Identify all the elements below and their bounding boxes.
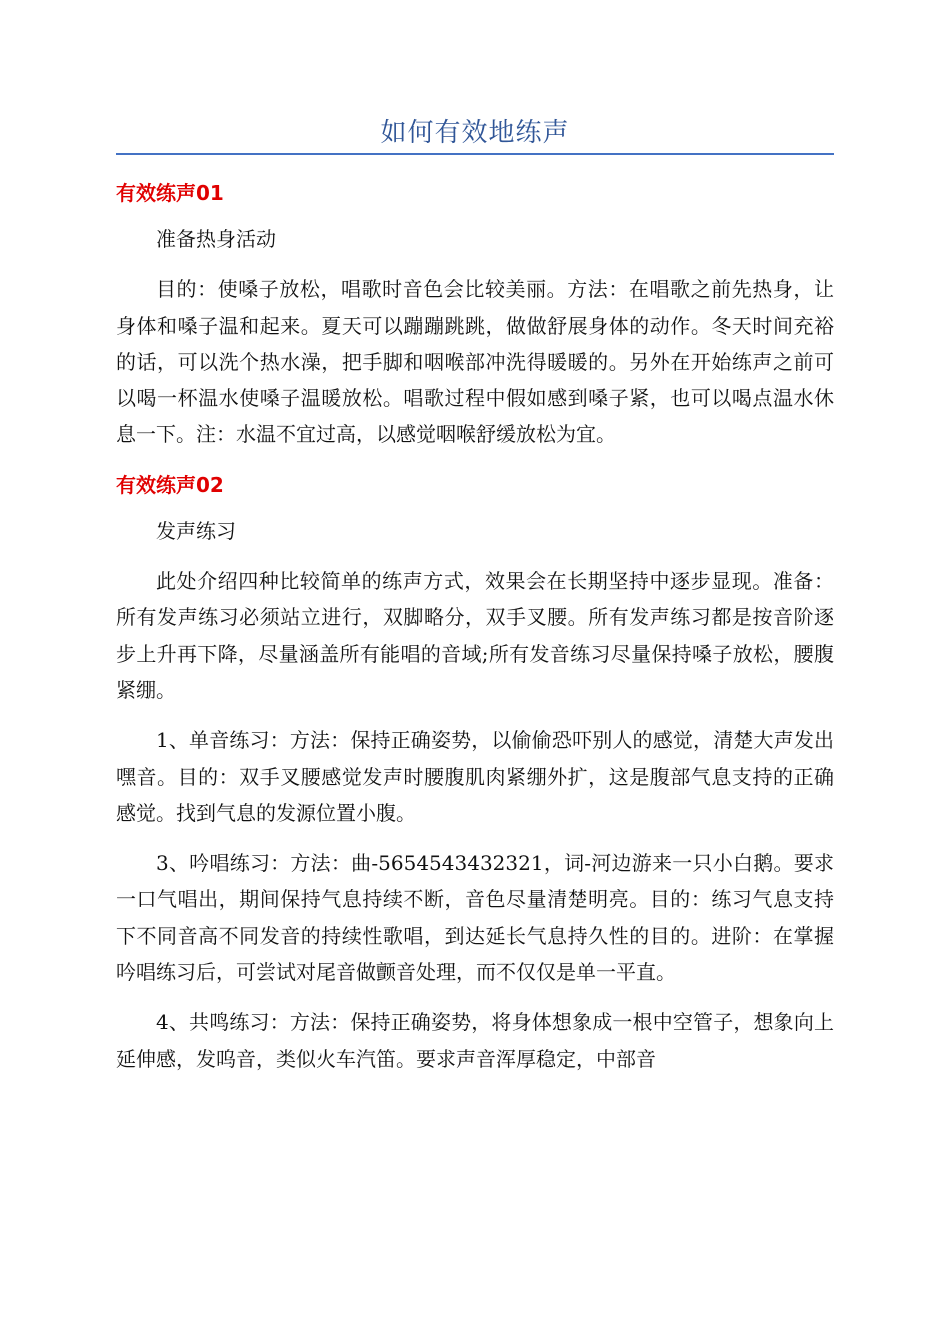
paragraph: 此处介绍四种比较简单的练声方式，效果会在长期坚持中逐步显现。准备：所有发声练习必须站立进行，双脚略分，双手叉腰。所有发声练习都是按音阶逐步上升再下降，尽量涵盖所有能唱的音域;所有发音练习尽量保持嗓子放松，腰腹紧绷。 [116, 569, 834, 702]
paragraph: 3、吟唱练习：方法：曲-5654543432321，词-河边游来一只小白鹅。要求一口气唱出，期间保持气息持续不断，音色尽量清楚明亮。目的：练习气息支持下不同音高不同发音的持续性歌唱，到达延长气息持久性的目的。进阶：在掌握吟唱练习后，可尝试对尾音做颤音处理，而不仅仅是单一平直。 [116, 851, 834, 985]
title-divider [116, 153, 834, 155]
section-01 [116, 175, 834, 453]
paragraph: 1、单音练习：方法：保持正确姿势，以偷偷恐吓别人的感觉，清楚大声发出嘿音。目的：双手叉腰感觉发声时腰腹肌肉紧绷外扩，这是腹部气息支持的正确感觉。找到气息的发源位置小腹。 [116, 728, 834, 825]
section-subheading: 发声练习 [156, 518, 236, 543]
section-subheading: 准备热身活动 [156, 227, 276, 251]
document-body [116, 175, 834, 1091]
paragraph: 目的：使嗓子放松，唱歌时音色会比较美丽。方法：在唱歌之前先热身，让身体和嗓子温和起来。夏天可以蹦蹦跳跳，做做舒展身体的动作。冬天时间充裕的话，可以洗个热水澡，把手脚和咽喉部冲洗得暖暖的。另外在开始练声之前可以喝一杯温水使嗓子温暖放松。唱歌过程中假如感到嗓子紧，也可以喝点温水休息一下。注：水温不宜过高，以感觉咽喉舒缓放松为宜。 [116, 277, 834, 447]
paragraph: 4、共鸣练习：方法：保持正确姿势，将身体想象成一根中空管子，想象向上延伸感，发呜音，类似火车汽笛。要求声音浑厚稳定，中部音 [116, 1010, 834, 1071]
section-heading: 有效练声01 [116, 181, 224, 205]
section-02 [116, 467, 834, 1077]
document-title: 如何有效地练声 [380, 118, 570, 148]
section-heading: 有效练声02 [116, 472, 224, 497]
